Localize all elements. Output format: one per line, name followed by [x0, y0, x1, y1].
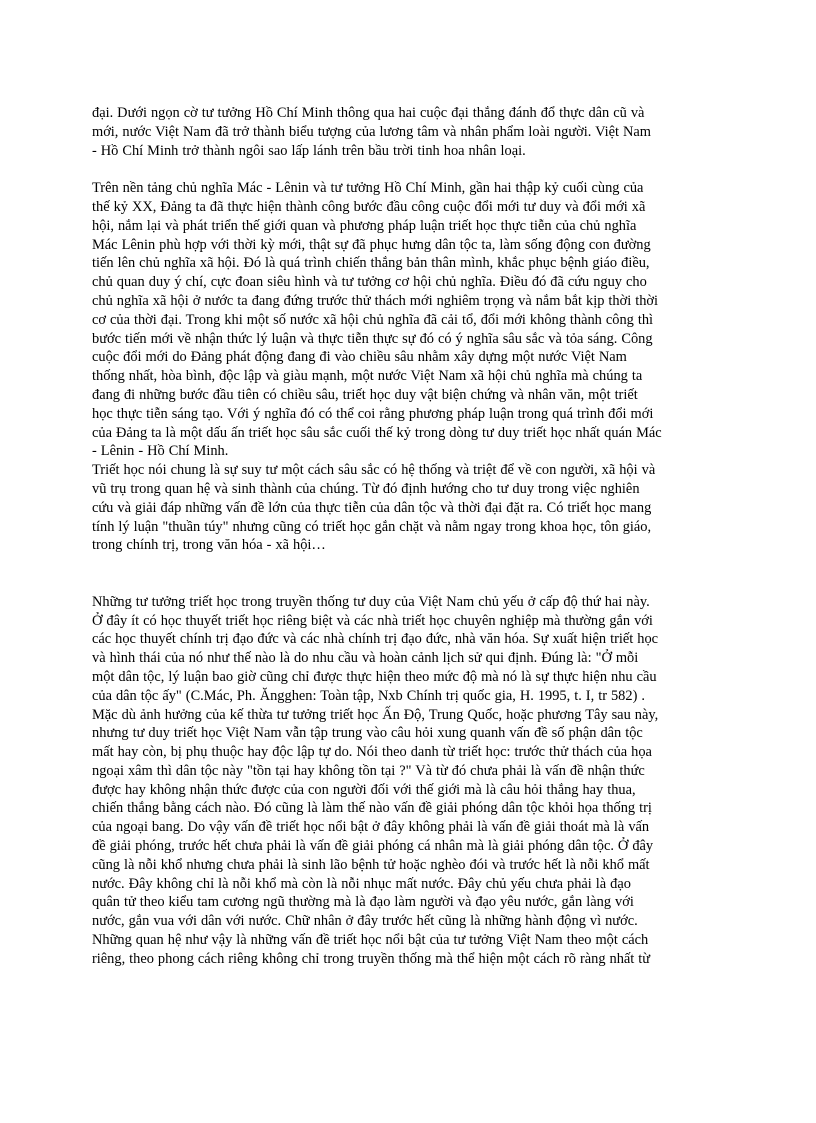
paragraph-ho-chi-minh-legacy: đại. Dưới ngọn cờ tư tưởng Hồ Chí Minh thông qua hai cuộc đại thắng đánh đổ thực dân cũ và mới, nước Việt Nam đã trở thành biểu tượng của lương tâm và nhân phẩm loài người. Việt Nam - Hồ Chí Minh trở thành ngôi sao lấp lánh trên bầu trời tinh hoa nhân loại. [92, 105, 651, 159]
document-page [92, 104, 732, 969]
paragraph-vietnamese-thought: Những tư tưởng triết học trong truyền thống tư duy của Việt Nam chủ yếu ở cấp độ thứ hai này. Ở đây ít có học thuyết triết học riêng biệt và các nhà triết học chuyên nghiệp mà thường gắn với các học thuyết chính trị đạo đức và các nhà chính trị đạo đức, nhà văn hóa. Sự xuất hiện triết học và hình thái của nó như thế nào là do nhu cầu và hoàn cảnh lịch sử qui định. Đúng là: "Ở mỗi một dân tộc, lý luận bao giờ cũng chỉ được thực hiện theo mức độ mà nó là sự thực hiện nhu cầu của dân tộc ấy" (C.Mác, Ph. Ăngghen: Toàn tập, Nxb Chính trị quốc gia, H. 1995, t. I, tr 582) . Mặc dù ảnh hưởng của kế thừa tư tưởng triết học Ấn Độ, Trung Quốc, hoặc phương Tây sau này, nhưng tư duy triết học Việt Nam vẫn tập trung vào câu hỏi xung quanh vấn đề số phận dân tộc mất hay còn, bị phụ thuộc hay độc lập tự do. Nói theo danh từ triết học: trước thử thách của họa ngoại xâm thì dân tộc này "tồn tại hay không tồn tại ?" Và từ đó chưa phải là vấn đề nhận thức được hay không nhận thức được của con người đối với thế giới mà là câu hỏi thắng hay thua, chiến thắng bằng cách nào. Đó cũng là làm thế nào vấn đề giải phóng dân tộc khỏi họa thống trị của ngoại bang. Do vậy vấn đề triết học nổi bật ở đây không phải là vấn đề giải thoát mà là vấn đề giải phóng, trước hết chưa phải là vấn đề giải phóng cá nhân mà là giải phóng dân tộc. Ở đây cũng là nỗi khổ nhưng chưa phải là sinh lão bệnh tử hoặc nghèo đói và trước hết là nỗi khổ mất nước. Đây không chỉ là nỗi khổ mà còn là nỗi nhục mất nước. Đây chủ yếu chưa phải là đạo quân tử theo kiểu tam cương ngũ thường mà là đạo làm người và đạo yêu nước, gắn làng với nước, gắn vua với dân với nước. Chữ nhân ở đây trước hết cũng là những hành động vì nước. Những quan hệ như vậy là những vấn đề triết học nổi bật của tư tưởng Việt Nam theo một cách riêng, theo phong cách riêng không chỉ trong truyền thống mà thể hiện một cách rõ ràng nhất từ [92, 593, 659, 967]
paragraph-gap [92, 160, 732, 179]
paragraph-gap [92, 555, 732, 593]
paragraph-philosophy-definition: Triết học nói chung là sự suy tư một cách sâu sắc có hệ thống và triệt để về con người, xã hội và vũ trụ trong quan hệ và sinh thành của chúng. Từ đó định hướng cho tư duy trong việc nghiên cứu và giải đáp những vấn đề lớn của thực tiễn của dân tộc và thời đại đặt ra. Có triết học mang tính lý luận "thuần túy" nhưng cũng có triết học gắn chặt và nằm ngay trong khoa học, tôn giáo, trong chính trị, trong văn hóa - xã hội… [92, 462, 656, 554]
paragraph-doi-moi: Trên nền tảng chủ nghĩa Mác - Lênin và tư tưởng Hồ Chí Minh, gần hai thập kỷ cuối cùng của thế kỷ XX, Đảng ta đã thực hiện thành công bước đầu công cuộc đổi mới tư duy và đổi mới xã hội, nắm lại và phát triển thế giới quan và phương pháp luận triết học thực tiễn của chủ nghĩa Mác Lênin phù hợp với thời kỳ mới, thật sự đã phục hưng dân tộc ta, làm sống động con đường tiến lên chủ nghĩa xã hội. Đó là quá trình chiến thắng bản thân mình, khắc phục bệnh giáo điều, chủ quan duy ý chí, cực đoan siêu hình và tư tưởng cơ hội chủ nghĩa. Điều đó đã cứu nguy cho chủ nghĩa xã hội ở nước ta đang đứng trước thử thách mới nghiêm trọng và nắm bắt kịp thời thời cơ của thời đại. Trong khi một số nước xã hội chủ nghĩa đã cải tổ, đổi mới không thành công thì bước tiến mới về nhận thức lý luận và thực tiễn thực sự đó có ý nghĩa sâu sắc và tỏa sáng. Công cuộc đổi mới do Đảng phát động đang đi vào chiều sâu nhằm xây dựng một nước Việt Nam thống nhất, hòa bình, độc lập và giàu mạnh, một nước Việt Nam xã hội chủ nghĩa mà chúng ta đang đi những bước đầu tiên có chiều sâu, triết học duy vật biện chứng và nhân văn, một triết học thực tiễn sáng tạo. Với ý nghĩa đó có thể coi rằng phương pháp luận trong quá trình đổi mới của Đảng ta là một dấu ấn triết học sâu sắc cuối thế kỷ trong dòng tư duy triết học nhất quán Mác - Lênin - Hồ Chí Minh. [92, 180, 662, 460]
